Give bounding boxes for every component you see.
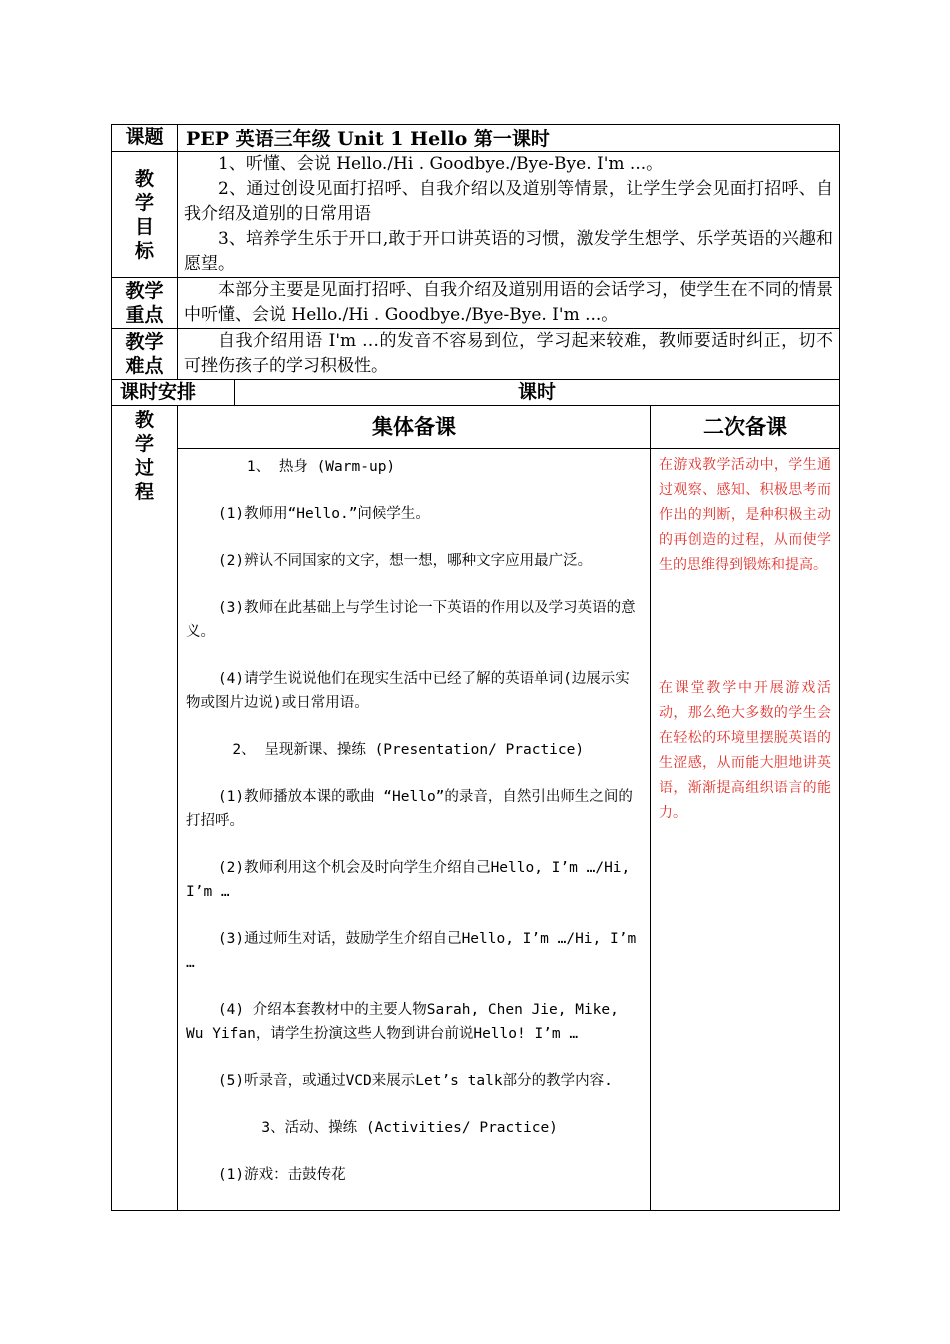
process-label: 教学过程	[134, 409, 154, 503]
goals-label-cell	[112, 152, 178, 278]
process-label-cell	[112, 406, 178, 1211]
goal-item: 3、培养学生乐于开口,敢于开口讲英语的习惯，激发学生想学、乐学英语的兴趣和愿望。	[184, 229, 834, 274]
schedule-row	[112, 380, 840, 406]
step-heading: 1、 热身 (Warm-up)	[246, 459, 396, 475]
key-points-row	[112, 278, 840, 329]
difficulties-content-cell	[178, 329, 840, 380]
process-steps	[178, 449, 650, 1187]
goals-row	[112, 152, 840, 278]
key-points-text: 本部分主要是见面打招呼、自我介绍及道别用语的会话学习，使学生在不同的情景中听懂、会说 Hello./Hi . Goodbye./Bye-Bye. I'm ...。	[184, 280, 834, 325]
step-item: (3)通过师生对话，鼓励学生介绍自己Hello, I’m …/Hi, I’m …	[186, 931, 637, 971]
title-label-cell	[112, 125, 178, 152]
step-item: (2)辨认不同国家的文字，想一想，哪种文字应用最广泛。	[217, 553, 593, 569]
goals-content-cell	[178, 152, 840, 278]
step-item: (4)请学生说说他们在现实生活中已经了解的英语单词(边展示实物或图片边说)或日常用语。	[186, 671, 630, 711]
goals-list	[178, 152, 839, 277]
title-label: 课题	[125, 126, 164, 148]
difficulties-label: 教学难点	[125, 331, 164, 377]
lesson-plan-table	[111, 124, 840, 1211]
step-item: (3)教师在此基础上与学生讨论一下英语的作用以及学习英语的意义。	[186, 600, 636, 640]
key-points-content-cell	[178, 278, 840, 329]
difficulties-label-cell	[112, 329, 178, 380]
secondary-header-cell	[651, 406, 840, 449]
schedule-label-cell	[112, 380, 235, 406]
collective-content-cell	[178, 449, 651, 1211]
secondary-notes	[651, 449, 839, 826]
process-content-row	[112, 449, 840, 1211]
schedule-value: 课时	[518, 381, 557, 403]
key-points-label-cell	[112, 278, 178, 329]
schedule-value-cell	[235, 380, 840, 406]
goal-item: 2、通过创设见面打招呼、自我介绍以及道别等情景，让学生学会见面打招呼、自我介绍及道别的日常用语	[184, 179, 834, 224]
step-item: (4) 介绍本套教材中的主要人物Sarah, Chen Jie, Mike, Wu Yifan，请学生扮演这些人物到讲台前说Hello! I’m …	[186, 1002, 619, 1042]
collective-prep-header: 集体备课	[372, 414, 456, 439]
goal-item: 1、听懂、会说 Hello./Hi . Goodbye./Bye-Bye. I'm ...。	[218, 154, 664, 174]
step-item: (1)教师用“Hello.”问候学生。	[217, 506, 430, 522]
collective-header-cell	[178, 406, 651, 449]
secondary-note: 在游戏教学活动中，学生通过观察、感知、积极思考而作出的判断，是种积极主动的再创造的过程，从而使学生的思维得到锻炼和提高。	[659, 457, 832, 573]
step-heading: 3、活动、操练 (Activities/ Practice)	[261, 1120, 558, 1136]
schedule-label: 课时安排	[120, 381, 197, 403]
step-item: (5)听录音，或通过VCD来展示Let’s talk部分的教学内容.	[217, 1073, 613, 1089]
title-value-cell	[178, 125, 840, 152]
step-item: (1)游戏：击鼓传花	[217, 1167, 346, 1183]
step-item: (2)教师利用这个机会及时向学生介绍自己Hello, I’m …/Hi, I’m …	[186, 860, 631, 900]
goals-label: 教学目标	[134, 167, 154, 262]
step-item: (1)教师播放本课的歌曲 “Hello”的录音，自然引出师生之间的打招呼。	[186, 789, 633, 829]
key-points-label: 教学重点	[125, 280, 164, 326]
lesson-title: PEP 英语三年级 Unit 1 Hello 第一课时	[186, 128, 550, 150]
title-row	[112, 125, 840, 152]
secondary-note: 在课堂教学中开展游戏活动，那么绝大多数的学生会在轻松的环境里摆脱英语的生涩感，从而能大胆地讲英语，渐渐提高组织语言的能力。	[659, 680, 832, 821]
process-header-row	[112, 406, 840, 449]
secondary-prep-header: 二次备课	[703, 414, 788, 439]
step-heading: 2、 呈现新课、操练 (Presentation/ Practice)	[232, 742, 585, 758]
difficulties-row	[112, 329, 840, 380]
secondary-content-cell	[651, 449, 840, 1211]
difficulties-text: 自我介绍用语 I'm …的发音不容易到位，学习起来较难，教师要适时纠正，切不可挫伤孩子的学习积极性。	[184, 331, 834, 376]
